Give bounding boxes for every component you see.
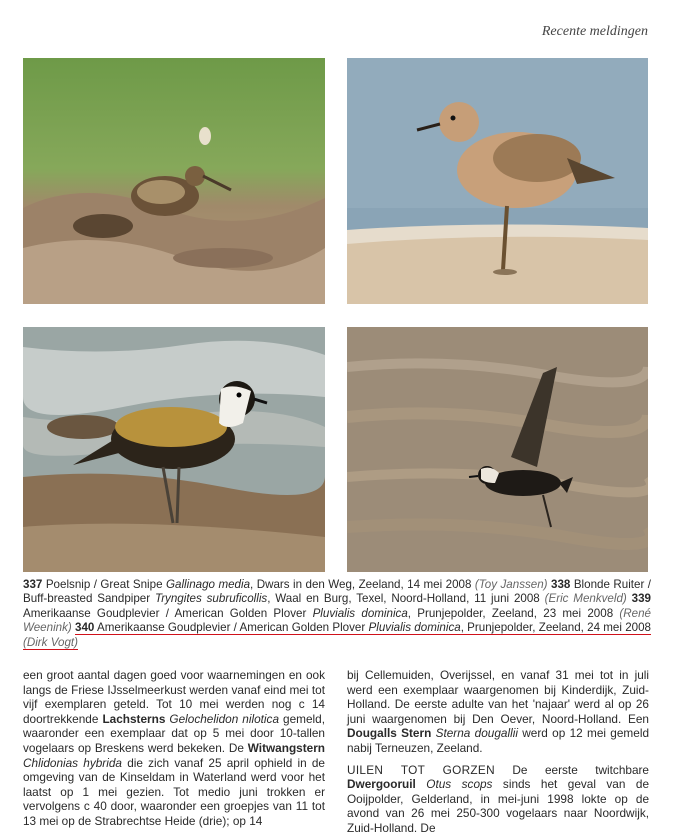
caption-names-337: Poelsnip / Great Snipe (45, 578, 163, 591)
caption-scientific-340: Pluvialis dominica (368, 621, 461, 635)
text: werd op 12 mei gemeld nabij Terneuzen, Zeeland. (347, 726, 650, 755)
photo-american-golden-plover-standing (23, 327, 325, 572)
caption-scientific-338: Tryngites subruficollis (154, 592, 268, 606)
caption-number-339: 339 (631, 592, 651, 606)
caption-place-337: , Dwars in den Weg, Zeeland, 14 mei 2008 (250, 578, 472, 591)
caption-names-340: Amerikaanse Goudplevier / American Golden Plover (97, 621, 366, 635)
body-column-right (347, 668, 649, 836)
species-witwangstern-scientific: Chlidonias hybrida (23, 755, 122, 770)
paragraph (347, 763, 649, 836)
text: De eerste twitchbare (494, 762, 649, 777)
caption-photographer-340: (Dirk Vogt) (23, 635, 78, 649)
text: bij Cellemuiden, Overijssel, en vanaf 31 mei tot in juli werd een exemplaar waargenomen bij Kinderdijk, Zuid-Holland. De eerste adulte van het 'najaar' werd al op 26 juni waargenomen bij Den Oever, Noord-Holland. Een (347, 668, 649, 726)
photo-caption (23, 578, 651, 650)
running-header: Recente meldingen (541, 24, 648, 39)
text: een groot aantal dagen goed voor waarnemingen en ook langs de Friese IJsselmeerkust werden vanaf eind mei tot vijf exemplaren geteld. Tot 10 mei werden nog c 14 doortrekkende (23, 668, 325, 726)
species-dwergooruil: Dwergooruil (347, 777, 416, 792)
caption-scientific-337: Gallinago media (166, 578, 251, 591)
species-lachstern: Lachsterns (102, 711, 166, 726)
paragraph (347, 668, 649, 756)
caption-scientific-339: Pluvialis dominica (312, 606, 408, 620)
species-witwangstern: Witwangstern (247, 740, 325, 755)
text: gemeld, waaronder een exemplaar dat op 5 mei door 10-tallen vogelaars op Breskens werd bekeken. De (23, 711, 325, 755)
caption-photographer-339: (René Weenink) (23, 606, 651, 635)
text: die zich vanaf 25 april ophield in de omgeving van de Kinseldam in Waterland werd voor het laatst op 1 mei gezien. Tot medio juni trokken er vervolgens c 40 door, waaronder een groepjes van 11 tot 13 mei op de Strabrechtse Heide (drie); op 14 (23, 755, 325, 828)
caption-names-338: Blonde Ruiter / Buff-breasted Sandpiper (23, 578, 651, 606)
body-column-left (23, 668, 325, 829)
photo-american-golden-plover-flight (347, 327, 648, 572)
section-heading: UILEN TOT GORZEN (347, 762, 495, 777)
caption-photographer-337: (Toy Janssen) (474, 578, 548, 591)
species-dwergooruil-scientific: Otus scops (426, 777, 493, 792)
species-lachstern-scientific: Gelochelidon nilotica (169, 711, 280, 726)
caption-highlight-340 (23, 621, 651, 649)
caption-number-337: 337 (23, 578, 43, 591)
caption-place-338: , Waal en Burg, Texel, Noord-Holland, 11 juni 2008 (267, 592, 540, 606)
caption-number-338: 338 (551, 578, 571, 591)
caption-names-339: Amerikaanse Goudplevier / American Golden Plover (23, 606, 307, 620)
caption-number-340: 340 (75, 621, 95, 635)
species-dougalls-stern: Dougalls Stern (347, 726, 432, 741)
paragraph (23, 668, 325, 829)
text: sinds het geval van de Ooijpolder, Gelderland, in mei-juni 1998 lokte op de avond van 26 mei 250-300 vogelaars naar Noordwijk, Zuid-Holland. De (347, 777, 649, 835)
species-dougalls-stern-scientific: Sterna dougallii (435, 726, 518, 741)
photo-great-snipe (23, 58, 325, 304)
photo-buff-breasted-sandpiper (347, 58, 648, 304)
caption-photographer-338: (Eric Menkveld) (544, 592, 627, 606)
caption-place-339: , Prunjepolder, Zeeland, 23 mei 2008 (407, 606, 614, 620)
caption-place-340: , Prunjepolder, Zeeland, 24 mei 2008 (460, 621, 652, 635)
